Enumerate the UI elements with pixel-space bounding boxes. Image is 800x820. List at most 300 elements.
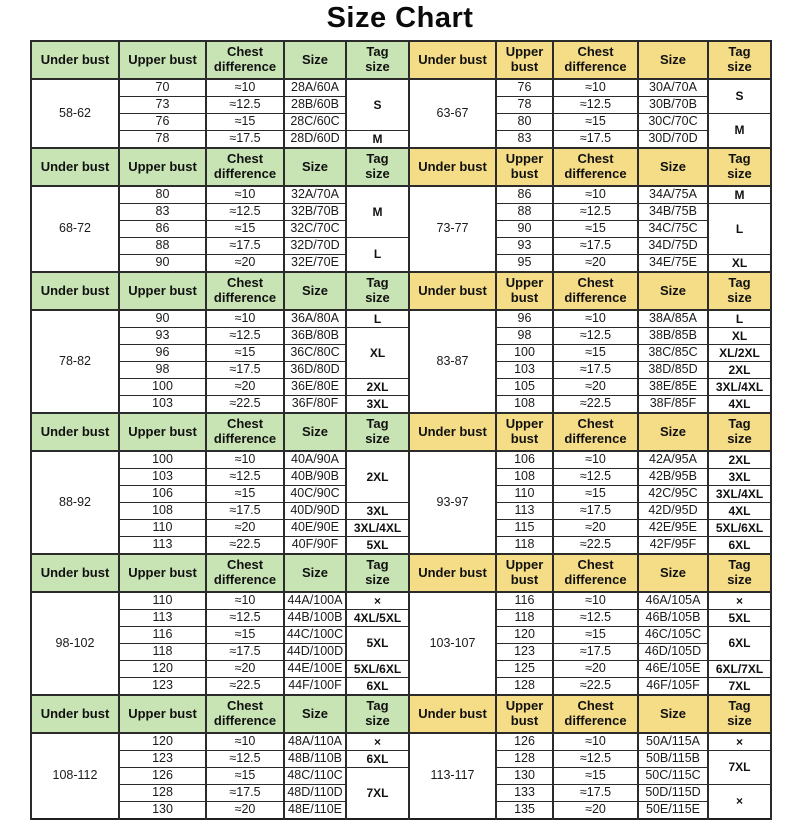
left-chest-diff-value: ≈17.5 — [206, 644, 284, 661]
right-header-upper-bust: Upper bust — [496, 413, 553, 451]
left-size-value: 48E/110E — [284, 802, 346, 820]
right-upper-bust-value: 125 — [496, 661, 553, 678]
left-size-value: 32D/70D — [284, 238, 346, 255]
right-upper-bust-value: 95 — [496, 255, 553, 273]
left-upper-bust-value: 96 — [119, 345, 206, 362]
data-row — [31, 537, 771, 555]
left-tag-size-value: 2XL — [346, 451, 409, 503]
right-tag-size-value: 2XL — [708, 362, 771, 379]
right-upper-bust-value: 133 — [496, 785, 553, 802]
left-header-upper-bust: Upper bust — [119, 41, 206, 79]
left-header-chest-diff: Chest difference — [206, 272, 284, 310]
right-header-tag-size: Tag size — [708, 41, 771, 79]
left-tag-size-value: 6XL — [346, 751, 409, 768]
right-chest-diff-value: ≈15 — [553, 221, 638, 238]
left-chest-diff-value: ≈12.5 — [206, 469, 284, 486]
page-title: Size Chart — [326, 2, 474, 34]
right-header-size: Size — [638, 695, 708, 733]
left-tag-size-value: L — [346, 310, 409, 328]
right-tag-size-value: × — [708, 733, 771, 751]
right-header-upper-bust: Upper bust — [496, 41, 553, 79]
left-under-bust-range: 98-102 — [31, 592, 119, 695]
left-header-chest-diff: Chest difference — [206, 695, 284, 733]
left-under-bust-range: 108-112 — [31, 733, 119, 819]
left-upper-bust-value: 130 — [119, 802, 206, 820]
left-chest-diff-value: ≈17.5 — [206, 503, 284, 520]
right-size-value: 46D/105D — [638, 644, 708, 661]
right-upper-bust-value: 83 — [496, 131, 553, 149]
left-size-value: 44C/100C — [284, 627, 346, 644]
left-chest-diff-value: ≈22.5 — [206, 396, 284, 414]
data-row — [31, 610, 771, 627]
left-upper-bust-value: 70 — [119, 79, 206, 97]
left-upper-bust-value: 78 — [119, 131, 206, 149]
right-size-value: 50E/115E — [638, 802, 708, 820]
right-header-upper-bust: Upper bust — [496, 695, 553, 733]
right-chest-diff-value: ≈17.5 — [553, 644, 638, 661]
left-upper-bust-value: 98 — [119, 362, 206, 379]
right-upper-bust-value: 103 — [496, 362, 553, 379]
right-upper-bust-value: 106 — [496, 451, 553, 469]
right-chest-diff-value: ≈17.5 — [553, 785, 638, 802]
right-chest-diff-value: ≈17.5 — [553, 362, 638, 379]
right-upper-bust-value: 110 — [496, 486, 553, 503]
left-chest-diff-value: ≈10 — [206, 310, 284, 328]
left-tag-size-value: S — [346, 79, 409, 131]
left-size-value: 36E/80E — [284, 379, 346, 396]
right-chest-diff-value: ≈22.5 — [553, 537, 638, 555]
left-size-value: 48C/110C — [284, 768, 346, 785]
left-size-value: 32A/70A — [284, 186, 346, 204]
left-upper-bust-value: 113 — [119, 610, 206, 627]
right-tag-size-value: 4XL — [708, 396, 771, 414]
right-tag-size-value: XL/2XL — [708, 345, 771, 362]
left-header-size: Size — [284, 695, 346, 733]
right-chest-diff-value: ≈22.5 — [553, 396, 638, 414]
left-tag-size-value: M — [346, 131, 409, 149]
left-upper-bust-value: 73 — [119, 97, 206, 114]
left-chest-diff-value: ≈15 — [206, 627, 284, 644]
data-row — [31, 310, 771, 328]
left-chest-diff-value: ≈20 — [206, 379, 284, 396]
left-tag-size-value: × — [346, 733, 409, 751]
left-upper-bust-value: 93 — [119, 328, 206, 345]
left-chest-diff-value: ≈15 — [206, 114, 284, 131]
left-upper-bust-value: 120 — [119, 733, 206, 751]
left-upper-bust-value: 86 — [119, 221, 206, 238]
right-upper-bust-value: 118 — [496, 610, 553, 627]
data-row — [31, 592, 771, 610]
right-header-chest-diff: Chest difference — [553, 413, 638, 451]
right-size-value: 30D/70D — [638, 131, 708, 149]
right-header-tag-size: Tag size — [708, 272, 771, 310]
left-chest-diff-value: ≈12.5 — [206, 204, 284, 221]
right-upper-bust-value: 126 — [496, 733, 553, 751]
right-chest-diff-value: ≈20 — [553, 379, 638, 396]
right-tag-size-value: 3XL/4XL — [708, 486, 771, 503]
left-tag-size-value: × — [346, 592, 409, 610]
right-upper-bust-value: 118 — [496, 537, 553, 555]
data-row — [31, 238, 771, 255]
right-tag-size-value: 7XL — [708, 751, 771, 785]
left-chest-diff-value: ≈17.5 — [206, 238, 284, 255]
left-size-value: 44A/100A — [284, 592, 346, 610]
right-chest-diff-value: ≈22.5 — [553, 678, 638, 696]
left-tag-size-value: 3XL — [346, 503, 409, 520]
left-upper-bust-value: 110 — [119, 592, 206, 610]
left-upper-bust-value: 128 — [119, 785, 206, 802]
left-size-value: 36A/80A — [284, 310, 346, 328]
left-upper-bust-value: 120 — [119, 661, 206, 678]
left-header-tag-size: Tag size — [346, 413, 409, 451]
right-size-value: 46C/105C — [638, 627, 708, 644]
right-chest-diff-value: ≈10 — [553, 733, 638, 751]
left-chest-diff-value: ≈15 — [206, 486, 284, 503]
left-size-value: 32C/70C — [284, 221, 346, 238]
left-size-value: 40C/90C — [284, 486, 346, 503]
left-chest-diff-value: ≈12.5 — [206, 97, 284, 114]
right-upper-bust-value: 123 — [496, 644, 553, 661]
right-tag-size-value: 2XL — [708, 451, 771, 469]
right-tag-size-value: 4XL — [708, 503, 771, 520]
right-upper-bust-value: 128 — [496, 678, 553, 696]
data-row — [31, 661, 771, 678]
right-size-value: 30A/70A — [638, 79, 708, 97]
right-chest-diff-value: ≈20 — [553, 255, 638, 273]
left-chest-diff-value: ≈20 — [206, 661, 284, 678]
right-under-bust-range: 63-67 — [409, 79, 496, 148]
right-tag-size-value: 7XL — [708, 678, 771, 696]
left-upper-bust-value: 90 — [119, 310, 206, 328]
left-upper-bust-value: 126 — [119, 768, 206, 785]
left-chest-diff-value: ≈12.5 — [206, 610, 284, 627]
left-tag-size-value: M — [346, 186, 409, 238]
right-header-under-bust: Under bust — [409, 272, 496, 310]
right-header-size: Size — [638, 413, 708, 451]
data-row — [31, 79, 771, 97]
left-tag-size-value: L — [346, 238, 409, 273]
left-header-upper-bust: Upper bust — [119, 413, 206, 451]
left-tag-size-value: XL — [346, 328, 409, 379]
right-header-chest-diff: Chest difference — [553, 148, 638, 186]
right-header-upper-bust: Upper bust — [496, 272, 553, 310]
right-tag-size-value: 6XL — [708, 627, 771, 661]
right-size-value: 46B/105B — [638, 610, 708, 627]
left-chest-diff-value: ≈17.5 — [206, 785, 284, 802]
left-upper-bust-value: 110 — [119, 520, 206, 537]
right-size-value: 34B/75B — [638, 204, 708, 221]
left-upper-bust-value: 103 — [119, 469, 206, 486]
left-upper-bust-value: 123 — [119, 751, 206, 768]
right-chest-diff-value: ≈12.5 — [553, 204, 638, 221]
left-chest-diff-value: ≈10 — [206, 733, 284, 751]
left-chest-diff-value: ≈22.5 — [206, 678, 284, 696]
right-tag-size-value: L — [708, 204, 771, 255]
left-chest-diff-value: ≈10 — [206, 79, 284, 97]
section-header-row — [31, 148, 771, 186]
left-upper-bust-value: 88 — [119, 238, 206, 255]
section-header-row — [31, 413, 771, 451]
right-under-bust-range: 73-77 — [409, 186, 496, 272]
right-header-chest-diff: Chest difference — [553, 695, 638, 733]
right-upper-bust-value: 93 — [496, 238, 553, 255]
right-upper-bust-value: 113 — [496, 503, 553, 520]
left-size-value: 40D/90D — [284, 503, 346, 520]
left-tag-size-value: 4XL/5XL — [346, 610, 409, 627]
right-header-chest-diff: Chest difference — [553, 554, 638, 592]
data-row — [31, 451, 771, 469]
left-header-upper-bust: Upper bust — [119, 272, 206, 310]
right-chest-diff-value: ≈12.5 — [553, 469, 638, 486]
section-header-row — [31, 554, 771, 592]
left-size-value: 40A/90A — [284, 451, 346, 469]
data-row — [31, 627, 771, 644]
left-header-under-bust: Under bust — [31, 413, 119, 451]
right-header-upper-bust: Upper bust — [496, 554, 553, 592]
right-upper-bust-value: 128 — [496, 751, 553, 768]
right-size-value: 38E/85E — [638, 379, 708, 396]
left-upper-bust-value: 100 — [119, 451, 206, 469]
right-size-value: 42D/95D — [638, 503, 708, 520]
right-size-value: 50B/115B — [638, 751, 708, 768]
right-tag-size-value: XL — [708, 328, 771, 345]
left-size-value: 28C/60C — [284, 114, 346, 131]
right-header-tag-size: Tag size — [708, 554, 771, 592]
data-row — [31, 751, 771, 768]
right-header-size: Size — [638, 554, 708, 592]
right-chest-diff-value: ≈10 — [553, 592, 638, 610]
right-upper-bust-value: 115 — [496, 520, 553, 537]
left-under-bust-range: 88-92 — [31, 451, 119, 554]
data-row — [31, 503, 771, 520]
data-row — [31, 379, 771, 396]
left-header-upper-bust: Upper bust — [119, 695, 206, 733]
left-upper-bust-value: 90 — [119, 255, 206, 273]
right-upper-bust-value: 108 — [496, 396, 553, 414]
left-size-value: 36B/80B — [284, 328, 346, 345]
right-header-under-bust: Under bust — [409, 413, 496, 451]
left-header-under-bust: Under bust — [31, 695, 119, 733]
right-tag-size-value: S — [708, 79, 771, 114]
right-tag-size-value: 6XL/7XL — [708, 661, 771, 678]
right-header-chest-diff: Chest difference — [553, 272, 638, 310]
left-size-value: 48D/110D — [284, 785, 346, 802]
right-tag-size-value: M — [708, 114, 771, 149]
right-header-tag-size: Tag size — [708, 148, 771, 186]
section-header-row — [31, 695, 771, 733]
left-size-value: 40F/90F — [284, 537, 346, 555]
right-size-value: 38A/85A — [638, 310, 708, 328]
right-chest-diff-value: ≈10 — [553, 310, 638, 328]
left-header-under-bust: Under bust — [31, 41, 119, 79]
left-header-tag-size: Tag size — [346, 695, 409, 733]
right-under-bust-range: 93-97 — [409, 451, 496, 554]
left-upper-bust-value: 123 — [119, 678, 206, 696]
right-size-value: 46F/105F — [638, 678, 708, 696]
left-header-under-bust: Under bust — [31, 554, 119, 592]
left-size-value: 32E/70E — [284, 255, 346, 273]
left-header-size: Size — [284, 413, 346, 451]
right-chest-diff-value: ≈17.5 — [553, 238, 638, 255]
left-header-tag-size: Tag size — [346, 272, 409, 310]
left-chest-diff-value: ≈10 — [206, 186, 284, 204]
right-header-tag-size: Tag size — [708, 695, 771, 733]
left-upper-bust-value: 106 — [119, 486, 206, 503]
right-header-chest-diff: Chest difference — [553, 41, 638, 79]
left-chest-diff-value: ≈20 — [206, 255, 284, 273]
left-header-chest-diff: Chest difference — [206, 148, 284, 186]
left-header-upper-bust: Upper bust — [119, 148, 206, 186]
left-size-value: 36D/80D — [284, 362, 346, 379]
left-chest-diff-value: ≈12.5 — [206, 328, 284, 345]
right-chest-diff-value: ≈15 — [553, 627, 638, 644]
right-chest-diff-value: ≈15 — [553, 345, 638, 362]
left-header-chest-diff: Chest difference — [206, 41, 284, 79]
left-upper-bust-value: 100 — [119, 379, 206, 396]
left-header-size: Size — [284, 148, 346, 186]
left-header-size: Size — [284, 272, 346, 310]
right-size-value: 38D/85D — [638, 362, 708, 379]
right-size-value: 50C/115C — [638, 768, 708, 785]
right-header-upper-bust: Upper bust — [496, 148, 553, 186]
right-size-value: 38C/85C — [638, 345, 708, 362]
left-header-tag-size: Tag size — [346, 554, 409, 592]
right-header-tag-size: Tag size — [708, 413, 771, 451]
left-header-size: Size — [284, 41, 346, 79]
right-header-size: Size — [638, 272, 708, 310]
left-size-value: 48A/110A — [284, 733, 346, 751]
left-size-value: 28B/60B — [284, 97, 346, 114]
right-under-bust-range: 83-87 — [409, 310, 496, 413]
right-upper-bust-value: 78 — [496, 97, 553, 114]
left-header-tag-size: Tag size — [346, 41, 409, 79]
right-upper-bust-value: 80 — [496, 114, 553, 131]
left-upper-bust-value: 113 — [119, 537, 206, 555]
left-chest-diff-value: ≈15 — [206, 221, 284, 238]
right-tag-size-value: × — [708, 592, 771, 610]
right-chest-diff-value: ≈20 — [553, 661, 638, 678]
left-upper-bust-value: 108 — [119, 503, 206, 520]
right-size-value: 38F/85F — [638, 396, 708, 414]
left-upper-bust-value: 80 — [119, 186, 206, 204]
left-tag-size-value: 7XL — [346, 768, 409, 820]
data-row — [31, 396, 771, 414]
left-size-value: 32B/70B — [284, 204, 346, 221]
left-size-value: 28A/60A — [284, 79, 346, 97]
right-tag-size-value: XL — [708, 255, 771, 273]
left-size-value: 48B/110B — [284, 751, 346, 768]
left-header-under-bust: Under bust — [31, 272, 119, 310]
left-chest-diff-value: ≈20 — [206, 802, 284, 820]
right-chest-diff-value: ≈17.5 — [553, 503, 638, 520]
right-size-value: 34E/75E — [638, 255, 708, 273]
left-chest-diff-value: ≈15 — [206, 768, 284, 785]
left-upper-bust-value: 116 — [119, 627, 206, 644]
left-header-upper-bust: Upper bust — [119, 554, 206, 592]
left-upper-bust-value: 118 — [119, 644, 206, 661]
left-chest-diff-value: ≈10 — [206, 592, 284, 610]
right-header-size: Size — [638, 41, 708, 79]
left-tag-size-value: 3XL/4XL — [346, 520, 409, 537]
data-row — [31, 768, 771, 785]
left-chest-diff-value: ≈17.5 — [206, 131, 284, 149]
data-row — [31, 733, 771, 751]
left-tag-size-value: 2XL — [346, 379, 409, 396]
data-row — [31, 186, 771, 204]
right-tag-size-value: M — [708, 186, 771, 204]
left-tag-size-value: 6XL — [346, 678, 409, 696]
right-chest-diff-value: ≈12.5 — [553, 328, 638, 345]
left-tag-size-value: 5XL/6XL — [346, 661, 409, 678]
right-upper-bust-value: 96 — [496, 310, 553, 328]
right-header-under-bust: Under bust — [409, 148, 496, 186]
right-size-value: 50D/115D — [638, 785, 708, 802]
data-row — [31, 328, 771, 345]
right-size-value: 42F/95F — [638, 537, 708, 555]
left-upper-bust-value: 76 — [119, 114, 206, 131]
right-chest-diff-value: ≈10 — [553, 186, 638, 204]
right-upper-bust-value: 108 — [496, 469, 553, 486]
right-upper-bust-value: 86 — [496, 186, 553, 204]
right-chest-diff-value: ≈20 — [553, 802, 638, 820]
left-size-value: 40E/90E — [284, 520, 346, 537]
right-size-value: 38B/85B — [638, 328, 708, 345]
right-upper-bust-value: 105 — [496, 379, 553, 396]
right-header-under-bust: Under bust — [409, 695, 496, 733]
right-size-value: 46E/105E — [638, 661, 708, 678]
left-size-value: 36F/80F — [284, 396, 346, 414]
right-size-value: 30B/70B — [638, 97, 708, 114]
right-size-value: 42C/95C — [638, 486, 708, 503]
right-upper-bust-value: 98 — [496, 328, 553, 345]
left-chest-diff-value: ≈10 — [206, 451, 284, 469]
right-header-under-bust: Under bust — [409, 554, 496, 592]
right-size-value: 42E/95E — [638, 520, 708, 537]
left-tag-size-value: 5XL — [346, 627, 409, 661]
right-header-size: Size — [638, 148, 708, 186]
left-header-chest-diff: Chest difference — [206, 413, 284, 451]
data-row — [31, 131, 771, 149]
left-size-value: 28D/60D — [284, 131, 346, 149]
data-row — [31, 520, 771, 537]
right-size-value: 30C/70C — [638, 114, 708, 131]
right-chest-diff-value: ≈15 — [553, 114, 638, 131]
data-row — [31, 678, 771, 696]
right-tag-size-value: 6XL — [708, 537, 771, 555]
left-size-value: 44B/100B — [284, 610, 346, 627]
right-chest-diff-value: ≈17.5 — [553, 131, 638, 149]
left-size-value: 44F/100F — [284, 678, 346, 696]
right-tag-size-value: 5XL/6XL — [708, 520, 771, 537]
right-upper-bust-value: 88 — [496, 204, 553, 221]
right-tag-size-value: 3XL — [708, 469, 771, 486]
right-upper-bust-value: 90 — [496, 221, 553, 238]
right-tag-size-value: 5XL — [708, 610, 771, 627]
left-tag-size-value: 5XL — [346, 537, 409, 555]
left-under-bust-range: 58-62 — [31, 79, 119, 148]
right-tag-size-value: 3XL/4XL — [708, 379, 771, 396]
right-size-value: 34A/75A — [638, 186, 708, 204]
right-size-value: 42B/95B — [638, 469, 708, 486]
size-table-body — [31, 41, 771, 819]
right-size-value: 34C/75C — [638, 221, 708, 238]
right-size-value: 34D/75D — [638, 238, 708, 255]
left-size-value: 36C/80C — [284, 345, 346, 362]
right-tag-size-value: L — [708, 310, 771, 328]
section-header-row — [31, 41, 771, 79]
size-table — [30, 40, 772, 820]
left-upper-bust-value: 103 — [119, 396, 206, 414]
